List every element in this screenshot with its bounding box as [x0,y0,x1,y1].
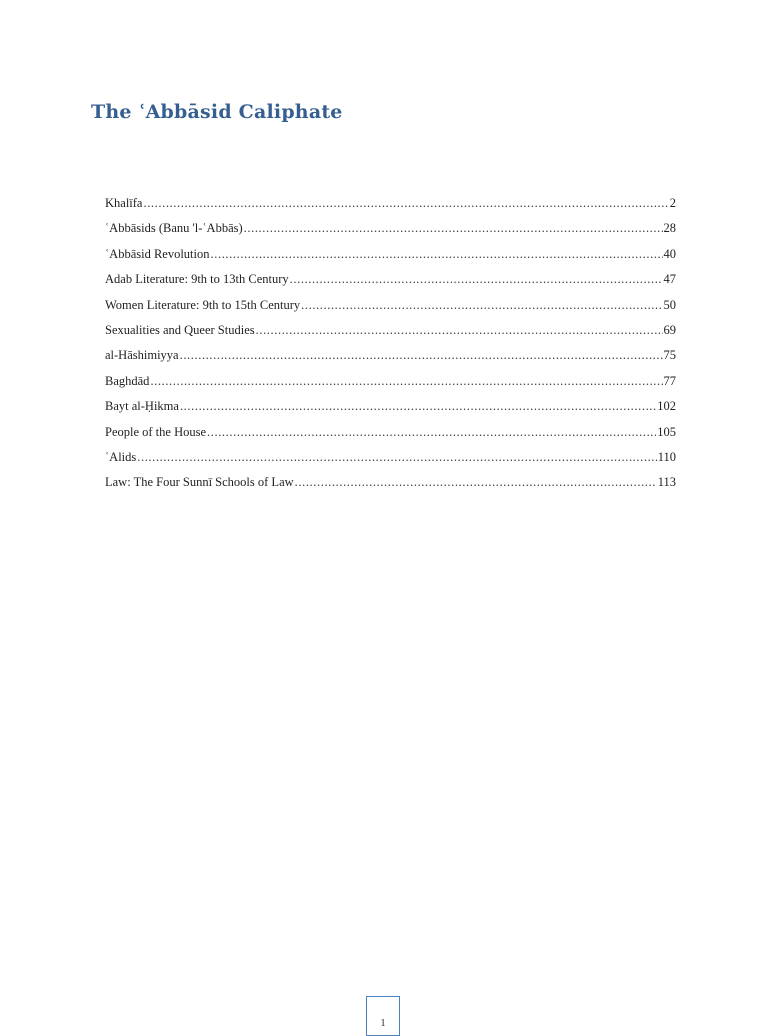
toc-entry-women-literature[interactable] [105,298,676,323]
toc-entry-label: Sexualities and Queer Studies [105,322,255,337]
toc-entry-label: ʿAbbāsids (Banu 'l-ʿAbbās) [105,221,243,236]
dot-leader [301,298,662,313]
dot-leader [290,272,663,287]
toc-entry-abbasid-revolution[interactable] [105,247,676,272]
toc-entry-label: al-Hāshimiyya [105,348,179,363]
toc-entry-page: 113 [657,475,676,490]
toc-entry-baghdad[interactable] [105,374,676,399]
toc-entry-label: ʿAbbāsid Revolution [105,246,210,261]
dot-leader [295,475,657,490]
toc-entry-page: 105 [657,424,676,439]
toc-entry-bayt-al-hikma[interactable] [105,399,676,424]
toc-entry-label: Adab Literature: 9th to 13th Century [105,272,289,287]
dot-leader [180,399,656,414]
toc-entry-label: ʿAlids [105,449,137,464]
toc-entry-label: Law: The Four Sunnī Schools of Law [105,475,294,490]
toc-entry-label: Khalīfa [105,196,143,210]
page-number: 1 [380,1017,386,1029]
toc-entry-label: Bayt al-Ḥikma [105,399,179,414]
toc-entry-page: 40 [663,246,676,261]
toc-entry-adab-literature[interactable] [105,272,676,297]
toc-entry-page: 102 [657,399,676,414]
toc-entry-page: 50 [663,297,676,312]
toc-entry-page: 69 [663,322,676,337]
toc-entry-page: 2 [669,196,676,210]
toc-entry-page: 110 [657,449,676,464]
dot-leader [211,247,663,262]
dot-leader [137,450,656,465]
dot-leader [256,323,663,338]
toc-entry-page: 77 [663,373,676,388]
toc-entry-alids[interactable] [105,450,676,475]
dot-leader [150,374,662,389]
page-number-box [366,996,400,1036]
page-title: The ʿAbbāsid Caliphate [91,100,343,123]
toc-entry-label: Women Literature: 9th to 15th Century [105,297,301,312]
toc-entry-sexualities[interactable] [105,323,676,348]
toc-entry-four-sunni-schools[interactable] [105,475,676,500]
dot-leader [207,425,656,440]
dot-leader [143,196,668,211]
table-of-contents [105,196,676,501]
toc-entry-page: 47 [663,272,676,287]
toc-entry-label: People of the House [105,424,207,439]
toc-entry-page: 75 [663,348,676,363]
toc-entry-khalifa[interactable] [105,196,676,221]
toc-entry-abbasids[interactable] [105,221,676,246]
toc-entry-people-of-the-house[interactable] [105,425,676,450]
dot-leader [244,221,663,236]
toc-entry-label: Baghdād [105,373,150,388]
toc-entry-page: 28 [663,221,676,236]
toc-entry-hashimiyya[interactable] [105,348,676,373]
dot-leader [180,348,663,363]
